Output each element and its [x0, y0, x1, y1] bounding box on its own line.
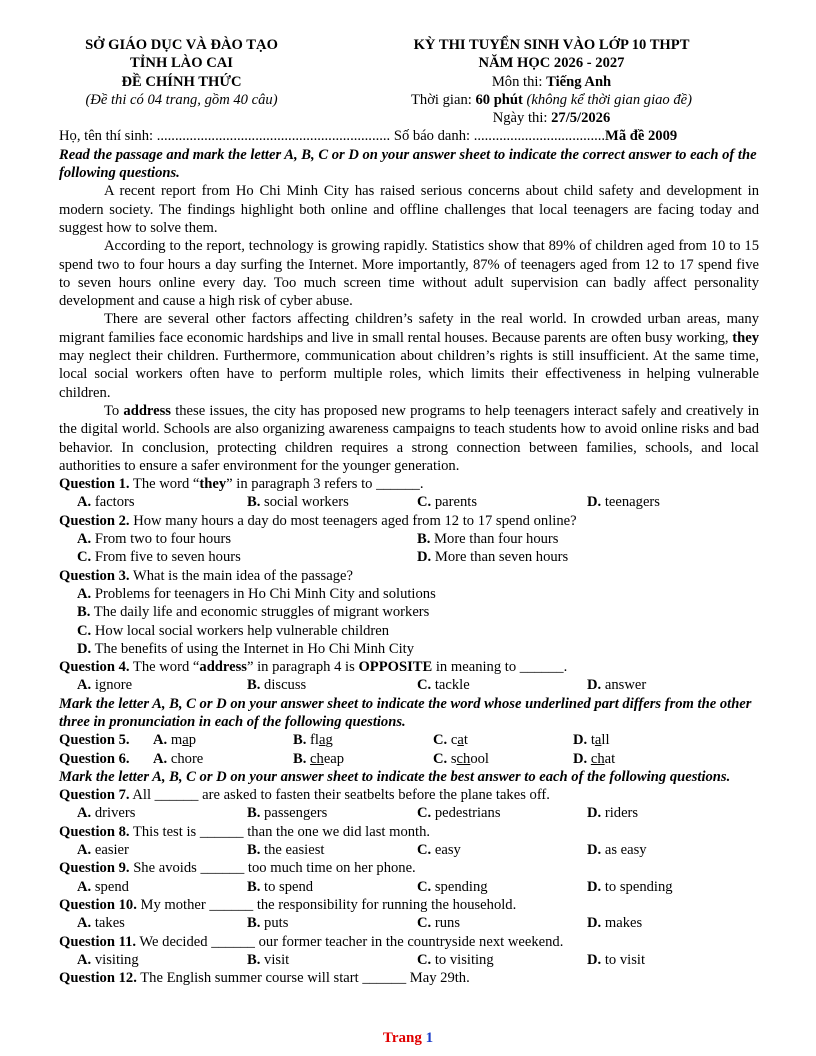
option-d[interactable]: D. teenagers: [587, 494, 660, 511]
option-b[interactable]: B. More than four hours: [417, 531, 559, 548]
option-c[interactable]: C. parents: [417, 494, 478, 511]
option-a[interactable]: A. spend: [77, 878, 129, 895]
option-d[interactable]: D. More than seven hours: [417, 549, 569, 566]
question-11-options: [59, 951, 759, 969]
option-d[interactable]: D. makes: [587, 915, 643, 932]
question-7-options: [59, 804, 759, 822]
option-a[interactable]: A. takes: [77, 915, 125, 932]
province-name: TỈNH LÀO CAI: [130, 55, 233, 72]
option-a[interactable]: A. factors: [77, 494, 135, 511]
question-4: Question 4. The word “address” in paragraph 4 is OPPOSITE in meaning to ______.: [59, 659, 568, 676]
exam-title: KỲ THI TUYỂN SINH VÀO LỚP 10 THPT: [413, 37, 690, 53]
question-3: Question 3. What is the main idea of the passage?: [59, 567, 353, 584]
question-11: Question 11. We decided ______ our former teacher in the countryside next weekend.: [59, 933, 564, 950]
option-b[interactable]: B. flag: [293, 732, 333, 749]
question-8-options: [59, 841, 759, 859]
passage-paragraph-1: A recent report from Ho Chi Minh City has raised serious concerns about child safety and development in modern society. The findings highlight both online and offline challenges that local teenagers are facing today and suggest how to solve them.: [59, 183, 759, 236]
option-c[interactable]: C. tackle: [417, 677, 470, 694]
duration: 60 phút: [475, 91, 523, 108]
option-b[interactable]: B. puts: [247, 915, 289, 932]
option-c[interactable]: C. How local social workers help vulnerable children: [77, 622, 390, 639]
question-6: Question 6. A. chore B. cheap C. school D. chat: [59, 750, 616, 767]
option-b[interactable]: B. discuss: [247, 677, 307, 694]
subject: Tiếng Anh: [546, 73, 612, 90]
question-2-options-row-2: [59, 548, 759, 566]
option-a[interactable]: A. Problems for teenagers in Ho Chi Minh City and solutions: [77, 585, 436, 602]
exam-page: [59, 36, 759, 987]
question-12: Question 12. The English summer course will start ______ May 29th.: [59, 970, 470, 987]
option-c[interactable]: C. spending: [417, 878, 488, 895]
question-7: Question 7. All ______ are asked to fasten their seatbelts before the plane takes off.: [59, 787, 550, 804]
page-label: Trang: [382, 1030, 422, 1046]
option-c[interactable]: C. cat: [433, 732, 468, 749]
page-number: 1: [425, 1030, 434, 1046]
option-d[interactable]: D. answer: [587, 677, 647, 694]
option-d[interactable]: D. as easy: [587, 842, 647, 859]
time-line: Thời gian: 60 phút (không kể thời gian giao đề): [410, 91, 692, 108]
exam-code: Mã đề 2009: [605, 128, 678, 145]
question-9: Question 9. She avoids ______ too much time on her phone.: [59, 860, 416, 877]
option-c[interactable]: C. pedestrians: [417, 805, 501, 822]
option-a[interactable]: A. From two to four hours: [77, 531, 232, 548]
question-2: Question 2. How many hours a day do most teenagers aged from 12 to 17 spend online?: [59, 512, 577, 529]
option-b[interactable]: B. the easiest: [247, 842, 325, 859]
question-9-options: [59, 878, 759, 896]
option-d[interactable]: D. riders: [587, 805, 639, 822]
question-4-options: [59, 676, 759, 694]
question-10-options: [59, 914, 759, 932]
option-c[interactable]: C. From five to seven hours: [77, 549, 241, 566]
section-instruction-reading: Read the passage and mark the letter A, B, C or D on your answer sheet to indicate the correct answer to each of the following questions.: [59, 146, 757, 182]
option-a[interactable]: A. chore: [153, 750, 204, 767]
exam-header: [59, 36, 759, 127]
question-10: Question 10. My mother ______ the responsibility for running the household.: [59, 896, 517, 913]
option-a[interactable]: A. drivers: [77, 805, 136, 822]
option-d[interactable]: D. tall: [573, 732, 610, 749]
option-a[interactable]: A. easier: [77, 842, 129, 859]
option-b[interactable]: B. The daily life and economic struggles of migrant workers: [77, 604, 430, 621]
question-1-options: [59, 493, 759, 511]
option-d[interactable]: D. The benefits of using the Internet in Ho Chi Minh City: [77, 640, 414, 657]
passage-paragraph-4: To address these issues, the city has proposed new programs to help teenagers interact safely and creatively in the digital world. Schools are also organizing awareness campaigns to teach students how to avoid online risks and bad behavior. In conclusion, protecting children requires a strong connection between families, schools, and local authorities to ensure a safer environment for the younger generation.: [59, 402, 759, 474]
option-d[interactable]: D. to spending: [587, 878, 673, 895]
option-b[interactable]: B. social workers: [247, 494, 349, 511]
option-b[interactable]: B. cheap: [293, 750, 345, 767]
option-a[interactable]: A. visiting: [77, 951, 139, 968]
option-c[interactable]: C. runs: [417, 915, 460, 932]
option-c[interactable]: C. to visiting: [417, 951, 494, 968]
date-line: Ngày thi: 27/5/2026: [492, 110, 611, 127]
option-a[interactable]: A. ignore: [77, 677, 133, 694]
question-1: Question 1. The word “they” in paragraph 3 refers to ______.: [59, 476, 424, 493]
header-right: [304, 36, 759, 127]
option-d[interactable]: D. to visit: [587, 951, 645, 968]
header-left: [59, 36, 304, 127]
passage-paragraph-3: There are several other factors affecting children’s safety in the real world. In crowded urban areas, many migrant families face economic hardships and live in small rental houses. Because parents are often busy working, they may neglect their children. Furthermore, communication about children’s rights is still insufficient. At the same time, local social workers often have to perform multiple roles, which limits their effectiveness in helping vulnerable children.: [59, 311, 759, 401]
section-instruction-pronunciation: Mark the letter A, B, C or D on your answer sheet to indicate the word whose underlined part differs from the other three in pronunciation in each of the following questions.: [59, 695, 752, 730]
subject-line: Môn thi: Tiếng Anh: [491, 73, 612, 90]
official-label: ĐỀ CHÍNH THỨC: [121, 73, 242, 90]
page-count-note: (Đề thi có 04 trang, gồm 40 câu): [85, 91, 278, 108]
option-b[interactable]: B. to spend: [247, 878, 314, 895]
option-c[interactable]: C. easy: [417, 842, 461, 859]
option-c[interactable]: C. school: [433, 750, 489, 767]
school-year: NĂM HỌC 2026 - 2027: [478, 55, 625, 72]
option-b[interactable]: B. visit: [247, 951, 290, 968]
exam-date: 27/5/2026: [551, 110, 611, 127]
section-instruction-grammar: Mark the letter A, B, C or D on your answer sheet to indicate the best answer to each of the following questions.: [59, 768, 731, 785]
department-name: SỞ GIÁO DỤC VÀ ĐÀO TẠO: [85, 37, 278, 53]
passage-paragraph-2: According to the report, technology is growing rapidly. Statistics show that 89% of children aged from 10 to 15 spend two to four hours a day surfing the Internet. More importantly, 87% of teenagers aged from 12 to 17 spend five to seven hours online every day. Too much screen time without adult supervision can badly affect personality development and cause a high risk of cyber abuse.: [59, 238, 759, 310]
option-a[interactable]: A. map: [153, 732, 196, 749]
question-2-options-row-1: [59, 530, 759, 548]
option-d[interactable]: D. chat: [573, 750, 616, 767]
candidate-line: Họ, tên thí sinh: ................................................................ Số báo danh: ....................................Mã đề 2009: [59, 128, 678, 145]
page-footer: [0, 1029, 816, 1047]
question-5: Question 5. A. map B. flag C. cat D. tall: [59, 732, 610, 749]
question-8: Question 8. This test is ______ than the one we did last month.: [59, 823, 431, 840]
option-b[interactable]: B. passengers: [247, 805, 328, 822]
